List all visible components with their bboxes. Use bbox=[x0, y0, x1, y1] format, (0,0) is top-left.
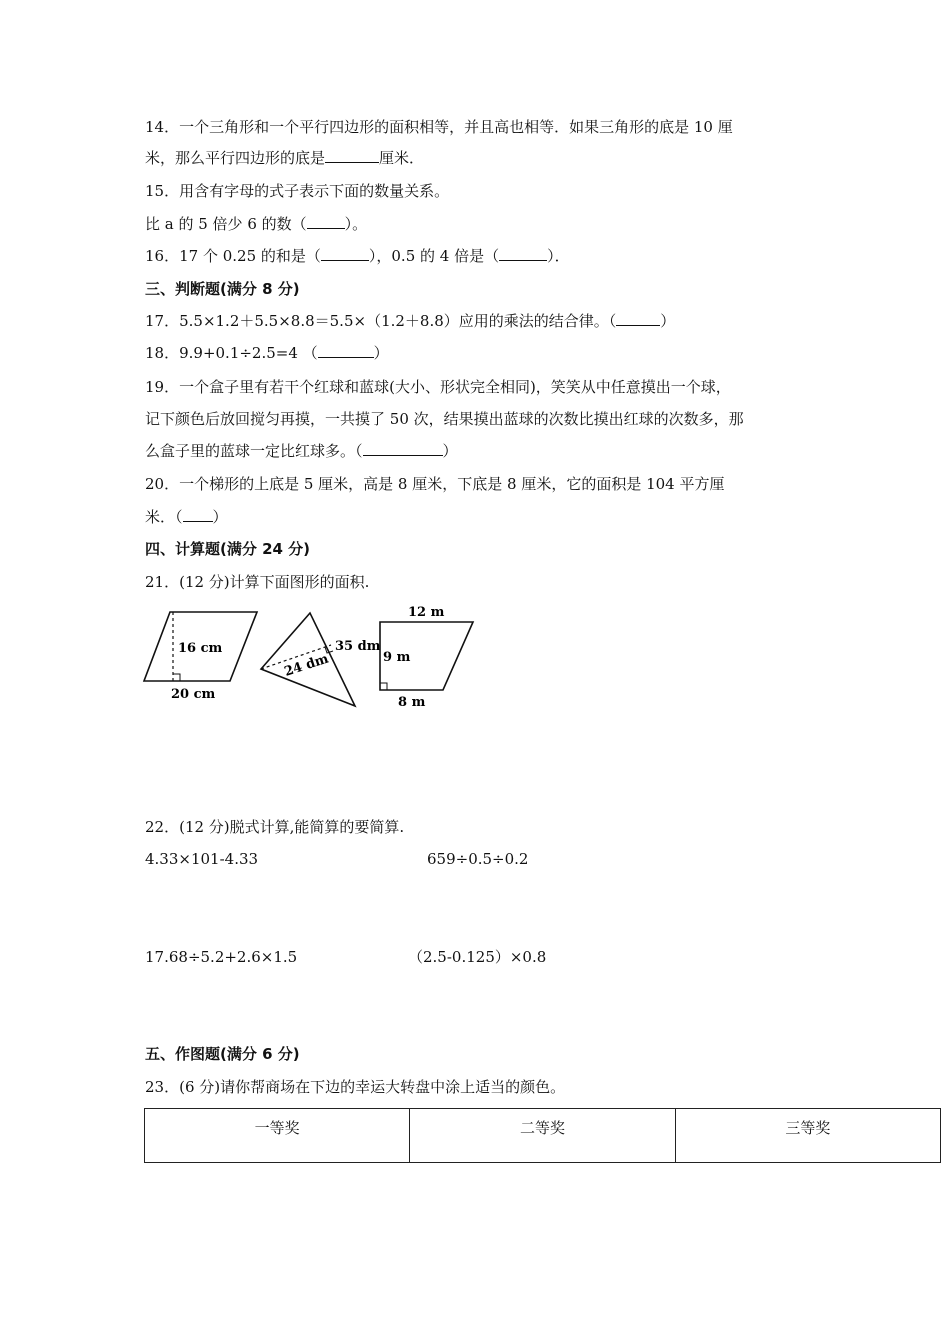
parallelogram-base-label: 20 cm bbox=[171, 687, 216, 702]
trapezoid-figure bbox=[380, 605, 473, 710]
q15-text-b: ）。 bbox=[344, 215, 368, 233]
q22-expression-4: （2.5-0.125）×0.8 bbox=[408, 948, 547, 966]
q19-text-b: ） bbox=[442, 442, 458, 460]
triangle-base-label: 24 dm bbox=[282, 651, 331, 680]
triangle-height-label: 35 dm bbox=[335, 639, 381, 654]
q16-answer-blank-2[interactable] bbox=[499, 246, 547, 261]
q15-text-a: 比 a 的 5 倍少 6 的数（ bbox=[145, 215, 307, 233]
q19-answer-blank[interactable] bbox=[363, 441, 443, 456]
q14-line1: 14．一个三角形和一个平行四边形的面积相等，并且高也相等．如果三角形的底是 10 厘 bbox=[145, 118, 733, 136]
prize-second: 二等奖 bbox=[410, 1109, 675, 1163]
q15-line1: 15．用含有字母的式子表示下面的数量关系。 bbox=[145, 182, 450, 200]
parallelogram-right-angle-mark bbox=[173, 674, 180, 681]
parallelogram-height-label: 16 cm bbox=[178, 641, 223, 656]
q17-text-a: 17．5.5×1.2＋5.5×8.8＝5.5×（1.2＋8.8）应用的乘法的结合律。（ bbox=[145, 312, 617, 330]
prize-third: 三等奖 bbox=[675, 1109, 940, 1163]
q14-line2 bbox=[145, 148, 424, 168]
trapezoid-top-label: 12 m bbox=[408, 605, 445, 620]
q14-answer-blank[interactable] bbox=[325, 148, 379, 163]
trapezoid-right-angle-mark bbox=[380, 683, 387, 690]
q18-line bbox=[145, 343, 389, 363]
prize-table bbox=[144, 1108, 941, 1163]
q22-expression-3: 17.68÷5.2+2.6×1.5 bbox=[145, 948, 298, 966]
q23-title: 23．(6 分)请你帮商场在下边的幸运大转盘中涂上适当的颜色。 bbox=[145, 1078, 566, 1096]
prize-row bbox=[145, 1109, 941, 1163]
q20-answer-blank[interactable] bbox=[183, 507, 213, 522]
q22-title: 22．(12 分)脱式计算,能简算的要简算. bbox=[145, 818, 405, 836]
trapezoid-height-label: 9 m bbox=[383, 650, 411, 665]
q14-text-a: 米，那么平行四边形的底是 bbox=[145, 149, 326, 167]
q17-text-b: ） bbox=[660, 312, 676, 330]
q21-figures bbox=[140, 600, 480, 712]
q16-text-c: ）． bbox=[547, 247, 570, 265]
q15-answer-blank[interactable] bbox=[307, 214, 345, 229]
q16-text-a: 16．17 个 0.25 的和是（ bbox=[145, 247, 321, 265]
section-4-heading: 四、计算题(满分 24 分) bbox=[145, 540, 311, 558]
section-5-heading: 五、作图题(满分 6 分) bbox=[145, 1045, 300, 1063]
triangle-figure bbox=[261, 613, 381, 706]
q17-answer-blank[interactable] bbox=[616, 311, 660, 326]
q19-line3 bbox=[145, 441, 458, 461]
q18-text-b: ） bbox=[373, 344, 389, 362]
q14-text-b: 厘米． bbox=[379, 149, 425, 167]
q20-text-a: 米．（ bbox=[145, 508, 183, 526]
q19-line2: 记下颜色后放回搅匀再摸，一共摸了 50 次，结果摸出蓝球的次数比摸出红球的次数多，那 bbox=[145, 410, 744, 428]
q18-text-a: 18．9.9+0.1÷2.5=4 （ bbox=[145, 344, 318, 362]
trapezoid-bottom-label: 8 m bbox=[398, 695, 426, 710]
q19-line1: 19．一个盒子里有若干个红球和蓝球(大小、形状完全相同)，笑笑从中任意摸出一个球， bbox=[145, 378, 731, 396]
q16-text-b: ），0.5 的 4 倍是（ bbox=[368, 247, 500, 265]
q19-text-a: 么盒子里的蓝球一定比红球多。（ bbox=[145, 442, 363, 460]
q20-line2 bbox=[145, 507, 228, 527]
q16-line bbox=[145, 246, 570, 266]
q16-answer-blank-1[interactable] bbox=[321, 246, 369, 261]
q22-expression-1: 4.33×101-4.33 bbox=[145, 850, 259, 868]
q17-line bbox=[145, 311, 675, 331]
parallelogram-figure bbox=[144, 612, 257, 702]
q20-text-b: ） bbox=[212, 508, 228, 526]
prize-first: 一等奖 bbox=[145, 1109, 410, 1163]
q15-line2 bbox=[145, 214, 367, 234]
q21-title: 21．(12 分)计算下面图形的面积. bbox=[145, 573, 370, 591]
q20-line1: 20．一个梯形的上底是 5 厘米，高是 8 厘米，下底是 8 厘米，它的面积是 104 平方厘 bbox=[145, 475, 725, 493]
section-3-heading: 三、判断题(满分 8 分) bbox=[145, 280, 300, 298]
q18-answer-blank[interactable] bbox=[318, 343, 374, 358]
q22-expression-2: 659÷0.5÷0.2 bbox=[427, 850, 529, 868]
